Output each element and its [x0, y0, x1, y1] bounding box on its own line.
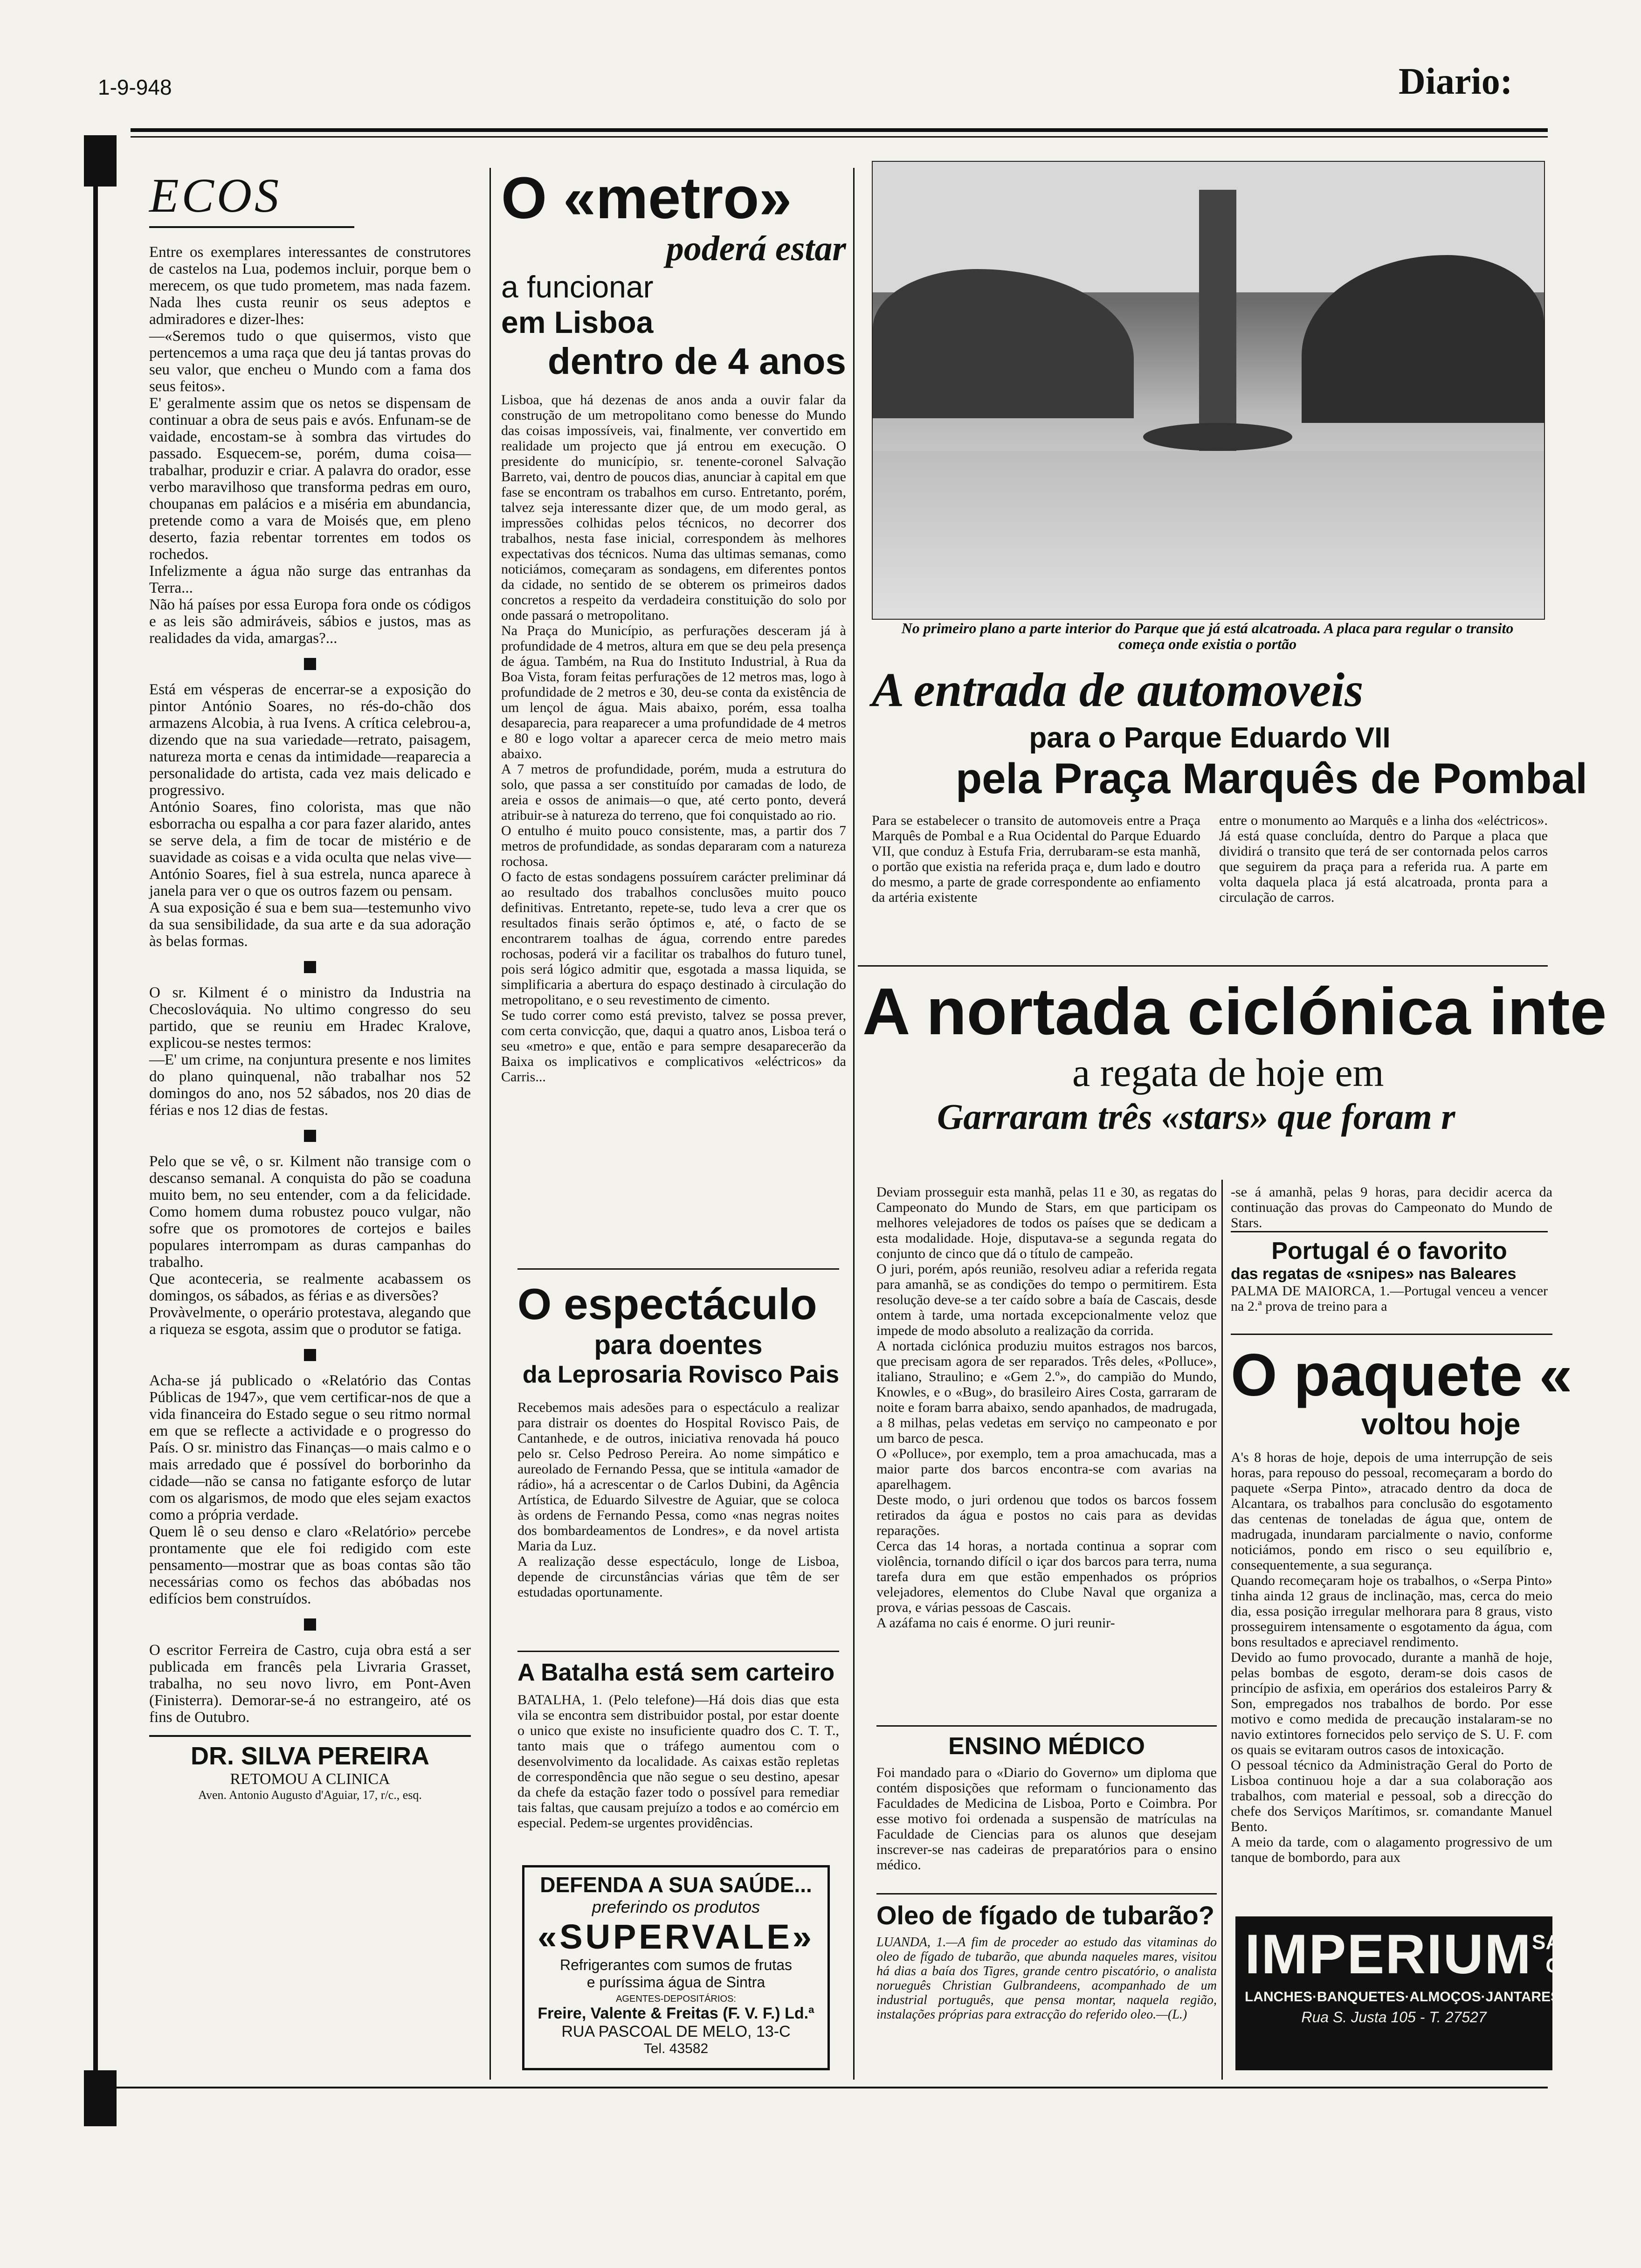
ecos-paragraph-1: Entre os exemplares interessantes de construtores de castelos na Lua, podemos incluir, porque bem o merecem, os que tudo prometem, mas nada fazem. Nada lhes custa reunir os seus adeptos e admiradores e dizer-lhes: —«Seremos tudo o que quisermos, visto que pertencemos a uma raça que deu já tantas provas do seu valor, que encheu o Mundo com a fama dos seus feitos». E' geralmente assim que os netos se dispensam de continuar a obra de seus pais e avós. Enfunam-se de vaidade, encostam-se à sombra das virtudes do passado. Esquecem-se, porém, duma coisa—trabalhar, produzir e criar. A palavra do orador, esse verbo maravilhoso que transforma pedras em ouro, choupanas em palácios e a miséria em abundancia, pretende como a vara de Moisés que, em pleno deserto, fazia rebentar torrentes em todos os rochedos. Infelizmente a água não surge das entranhas da Terra... Não há países por essa Europa fora onde os códigos e as leis são admiráveis, sábios e justos, mas as realidades da vida, amargas?...: [149, 244, 471, 647]
ecos-column: [149, 168, 475, 2061]
ensino-article: [876, 1725, 1220, 1873]
metro-headline-5: dentro de 4 anos: [547, 340, 846, 382]
doctor-ad-line2: Aven. Antonio Augusto d'Aguiar, 17, r/c., esq.: [198, 1788, 422, 1802]
espectaculo-headline-1: O espectáculo: [517, 1279, 817, 1328]
imperium-line: LANCHES·BANQUETES·ALMOÇOS·JANTARES: [1245, 1989, 1560, 2005]
left-marker-top: [84, 135, 117, 187]
supervale-line2: preferindo os produtos: [592, 1897, 760, 1916]
ecos-paragraph-3: O sr. Kilment é o ministro da Industria na Checoslováquia. No ultimo congresso do seu partido, que se reuniu em Hradec Kralove, explicou-se nestes termos: —E' um crime, na conjuntura presente e nos limites do plano quinquenal, não trabalhar nos 52 domingos do ano, nos 52 sábados, nos 20 dias de férias e nos 12 dias de festas.: [149, 984, 471, 1119]
espectaculo-headline-2: para doentes: [594, 1330, 763, 1360]
masthead-title: Diario: [1399, 61, 1500, 102]
paquete-body: A's 8 horas de hoje, depois de uma interrupção de seis horas, para repouso do pessoal, recomeçaram a bordo do paquete «Serpa Pinto», atracado dentro da doca de Alcantara, os trabalhos para conclusão do esgotamento das centenas de toneladas de água que, ontem de madrugada, inundaram parcialmente o navio, conforme noticiámos, pondo em risco o seu equilíbrio e, consequentemente, a sua segurança. Quando recomeçaram hoje os trabalhos, o «Serpa Pinto» tinha ainda 12 graus de inclinação, mas, cerca do meio dia, essa posição irregular melhorara para 8 graus, visto prosseguirem intensamente o esgotamento da água, com bons resultados e apreciavel rendimento. Devido ao fumo provocado, durante a manhã de hoje, pelas bombas de esgoto, deram-se dois casos de princípio de asfixia, em operários dos estaleiros Parry & Son, empregados nos trabalhos de bordo. Por esse motivo e como medida de precaução instalaram-se no navio extintores fornecidos pelo serviço de S. U. F. com os quais se evitaram outros casos de intoxicação. O pessoal técnico da Administração Geral do Porto de Lisboa continuou hoje a dar a sua colaboração aos trabalhos, com material e pessoal, sob a direcção do chefe dos Serviços Marítimos, sr. comandante Manuel Bento. A meio da tarde, com o alagamento progressivo de um tanque de bombordo, para aux: [1231, 1450, 1552, 1865]
batalha-body: BATALHA, 1. (Pelo telefone)—Há dois dias que esta vila se encontra sem distribuidor postal, por estar doente o unico que existe no insuficiente quadro dos C. T. T., tanto mais que o tráfego aumentou com o desenvolvimento da localidade. As caixas estão repletas de correspondência que não segue o seu destino, apesar da chefe da estação fazer todo o possível para remediar tais faltas, que causam prejuízo a todos e ao comércio em especial. Pedem-se urgentes providências.: [517, 1692, 843, 1831]
nortada-col-2: -se á amanhã, pelas 9 horas, para decidir acerca da continuação das provas do Campeonato do Mundo de Stars.: [1231, 1184, 1556, 1231]
ensino-headline: ENSINO MÉDICO: [948, 1733, 1145, 1760]
automoveis-columns: [872, 813, 1551, 905]
nortada-headline-2: a regata de hoje em: [1072, 1050, 1384, 1095]
left-marker-bottom: [84, 2070, 117, 2126]
portugal-headline-2: das regatas de «snipes» nas Baleares: [1231, 1265, 1517, 1283]
supervale-line8: Tel. 43582: [643, 2041, 709, 2056]
ecos-title-rule: [149, 226, 354, 228]
automoveis-headline-2: para o Parque Eduardo VII: [1029, 722, 1391, 754]
imperium-address: Rua S. Justa 105 - T. 27527: [1301, 2009, 1487, 2026]
bottom-rule: [107, 2087, 1548, 2088]
paquete-headline-1: O paquete «: [1231, 1342, 1572, 1409]
batalha-headline: A Batalha está sem carteiro: [517, 1659, 835, 1686]
nortada-headline-1: A nortada ciclónica inte: [862, 975, 1607, 1049]
oleo-headline: Oleo de fígado de tubarão?: [876, 1901, 1214, 1930]
nortada-article: [862, 975, 1607, 1138]
nortada-col-2-wrap: [1231, 1184, 1556, 1231]
section-bullet: [304, 961, 316, 973]
supervale-line5: AGENTES-DEPOSITÁRIOS:: [616, 1994, 736, 2004]
doctor-ad-name: DR. SILVA PEREIRA: [190, 1742, 430, 1770]
monument-icon: [1199, 190, 1236, 451]
espectaculo-headline-3: da Leprosaria Rovisco Pais: [522, 1361, 839, 1388]
imperium-side-2: CHA: [1545, 1954, 1590, 1977]
supervale-line1: DEFENDA A SUA SAÚDE...: [540, 1873, 812, 1897]
metro-headline-2: poderá estar: [666, 229, 846, 268]
photo-pavement: [873, 451, 1544, 619]
metro-headline-3: a funcionar: [501, 270, 654, 304]
ecos-paragraph-4: Pelo que se vê, o sr. Kilment não transige com o descanso semanal. A conquista do pão se coaduna muito bem, no seu entender, com a da felicidade. Como homem duma robustez pouco vulgar, não sofre que os promotores de cortejos e bailes populares interrompam as duras campanhas do trabalho. Que aconteceria, se realmente acabassem os domingos, os sábados, as férias e as diversões? Provàvelmente, o operário protestava, alegando que a riqueza se esgota, assim que o produtor se fatiga.: [149, 1153, 471, 1338]
paquete-headline-2: voltou hoje: [1361, 1407, 1521, 1441]
ecos-paragraph-5: Acha-se já publicado o «Relatório das Contas Públicas de 1947», que vem certificar-nos de que a vida financeira do Estado segue o seu ritmo normal em que se reflecte a actividade e o progresso do País. O sr. ministro das Finanças—o mais calmo e o mais arredado que é possível do borborinho da cidade—não se cansa no fatigante esforço de lutar com os algarismos, de modo que eles sejam exactos como a própria verdade. Quem lê o seu denso e claro «Relatório» percebe prontamente que ele foi redigido com este pensamento—mostrar que as boas contas são tão necessárias como os fechos das abóbadas nos edifícios bem construídos.: [149, 1372, 471, 1607]
section-bullet: [304, 658, 316, 670]
masthead: [1399, 61, 1512, 103]
supervale-line3: Refrigerantes com sumos de frutas: [560, 1957, 792, 1973]
section-bullet: [304, 1349, 316, 1361]
metro-headline-1: O «metro»: [501, 165, 792, 231]
section-bullet: [304, 1618, 316, 1631]
espectaculo-body: Recebemos mais adesões para o espectáculo a realizar para distrair os doentes do Hospital Rovisco Pais, de Cantanhede, e de outros, iniciativa renovada há pouco pelo sr. Celso Pedroso Pereira. Ao nome simpático e aureolado de Fernando Pessa, que se intitula «amador de rádio», há a acrescentar o de Carlos Dubini, da Agência Artística, de Eduardo Silvestre de Aguiar, que se coloca às ordens de Fernando Pessa, como «nas negras noites dos bombardeamentos de Londres», e da novel artista Maria da Luz. A realização desse espectáculo, longe de Lisboa, depende de circunstâncias várias que têm de ser estudadas oportunamente.: [517, 1400, 839, 1600]
column-divider: [853, 168, 855, 2080]
photo-caption: No primeiro plano a parte interior do Parque que já está alcatroada. A placa para regular o transito começa onde existia o portão: [901, 620, 1514, 652]
ensino-body: Foi mandado para o «Diario do Governo» um diploma que contém disposições que reformam o funcionamento das Faculdades de Medicina de Lisboa, Porto e Coimbra. Por esse motivo foi ordenada a suspensão de matrículas na Faculdade de Ciencias para os alunos que desejam inscrever-se nas cadeiras de preparatórios para o ensino médico.: [876, 1765, 1220, 1873]
doctor-ad-line1: RETOMOU A CLINICA: [230, 1770, 390, 1788]
automoveis-col-2: entre o monumento ao Marquês e a linha dos «eléctricos». Já está quase concluída, dentro do Parque a placa que dividirá o transito que terá de ser contornada pelos carros que seguirem da praça para a referida rua. A parte em volta daquela placa já está alcatroada, pronta para a circulação de carros.: [1219, 813, 1551, 905]
imperium-side-1: SALAO: [1532, 1931, 1604, 1954]
imperium-side: [1532, 1931, 1604, 1978]
imperium-ad: [1235, 1916, 1604, 2070]
section-bullet: [304, 1130, 316, 1142]
top-rule-thin: [131, 136, 1548, 138]
supervale-ad: [522, 1865, 830, 2070]
automoveis-headline-1: A entrada de automoveis: [872, 663, 1364, 717]
portugal-headline-1: Portugal é o favorito: [1271, 1238, 1507, 1265]
column-divider: [1221, 1180, 1223, 2080]
automoveis-headline-3: pela Praça Marquês de Pombal: [956, 755, 1587, 802]
portugal-body: PALMA DE MAIORCA, 1.—Portugal venceu a vencer na 2.ª prova de treino para a: [1231, 1283, 1551, 1314]
parque-photo: [872, 161, 1545, 620]
date-line: 1-9-948: [98, 75, 172, 99]
ecos-paragraph-2: Está em vésperas de encerrar-se a exposição do pintor António Soares, no rés-do-chão dos armazens Alcobia, à rua Ivens. A crítica celebrou-a, dizendo que na sua variedade—retrato, paisagem, natureza morta e cenas da intimidade—reaparecia a personalidade do artista, cada vez mais delicado e progressivo. António Soares, fino colorista, mas que não esborracha ou espalha a cor para fazer alarido, antes se serve dela, a fim de tocar de mistério e de suavidade as coisas e a vida oculta que nelas vive—António Soares, fiel à sua estrela, nunca aparece à janela para ver o que os outros fazem ou pensam. A sua exposição é sua e bem sua—testemunho vivo da sua sensibilidade, da sua arte e da sua adoração às belas formas.: [149, 681, 471, 950]
imperium-top-row: [1245, 1923, 1604, 1985]
nortada-col-1-wrap: [876, 1184, 1217, 1631]
nortada-headline-3: Garraram três «stars» que foram r: [937, 1096, 1455, 1137]
oleo-body: LUANDA, 1.—A fim de proceder ao estudo das vitaminas do oleo de fígado de tubarão, que abunda naqueles mares, visitou há dias a baía dos Tigres, grande centro piscatório, o analista norueguês Christian Gulbrandeens, acompanhado de um industrial português, que pensa montar, naquela região, instalações próprias para extracção do referido oleo.—(L.): [876, 1935, 1220, 2022]
automoveis-col-1: Para se estabelecer o transito de automoveis entre a Praça Marquês de Pombal e a Rua Ocidental do Parque Eduardo VII, que conduz à Estufa Fria, derrubaram-se esta manhã, o portão que existia na referida praça e, dum lado e doutro do mesmo, a parte de grade correspondente ao enfiamento da artéria existente: [872, 813, 1204, 905]
portugal-article: [1231, 1231, 1551, 1314]
paquete-article: [1231, 1334, 1572, 1865]
imperium-brand: IMPERIUM: [1245, 1923, 1532, 1985]
supervale-line4: e puríssima água de Sintra: [586, 1974, 765, 1991]
section-rule: [858, 965, 1548, 967]
left-border-rule: [93, 182, 98, 2084]
metro-article: [501, 165, 846, 1085]
espectaculo-article: [517, 1268, 839, 1600]
monument-base: [1143, 423, 1292, 451]
oleo-article: [876, 1893, 1220, 2022]
automoveis-article: [872, 662, 1587, 905]
supervale-line6: Freire, Valente & Freitas (F. V. F.) Ld.ª: [538, 2005, 814, 2022]
top-rule: [131, 128, 1548, 132]
supervale-line7: RUA PASCOAL DE MELO, 13-C: [561, 2023, 791, 2040]
masthead-suffix: :: [1500, 61, 1513, 102]
column-divider: [490, 168, 491, 2080]
metro-headline-4: em Lisboa: [501, 305, 654, 339]
metro-body: Lisboa, que há dezenas de anos anda a ouvir falar da construção de um metropolitano como benesse do Mundo das coisas impossíveis, vai, finalmente, ver convertido em realidade um projecto que já entrou em execução. O presidente do município, sr. tenente-coronel Salvação Barreto, vai, dentro de poucos dias, anunciar à capital em que fase se encontram os trabalhos em curso. Entretanto, porém, talvez seja interessante dizer que, de um modo geral, as impressões colhidas pelos técnicos, no decorrer dos trabalhos, nesta fase inicial, correspondem às melhores expectativas dos técnicos. Numa das ultimas semanas, como noticiámos, começaram as sondagens, em diferentes pontos da cidade, no sentido de se obterem os primeiros dados concretos a respeito da verdadeira constituição do solo por onde passará o metropolitano. Na Praça do Município, as perfurações desceram já à profundidade de 4 metros, altura em que se deu pela presença de água. Também, na Rua do Instituto Industrial, à Rua da Boa Vista, foram feitas perfurações de 12 metros mas, logo à profundidade de 2 metros e 30, deu-se conta da existência de um lençol de água. Mais abaixo, porém, essa toalha desaparecia, para reaparecer a uma profundidade de 4 metros e 80 e logo voltar a aparecer cerca de meio metro mais abaixo. A 7 metros de profundidade, porém, muda a estrutura do solo, que passa a ser constituído por camadas de lodo, de areia e ossos de animais—o que, até certo ponto, deverá atribuir-se à natureza do terreno, que foi conquistado ao rio. O entulho é muito pouco consistente, mas, a partir dos 7 metros de profundidade, as sondas depararam com a natureza rochosa. O facto de estas sondagens possuírem carácter preliminar dá ao resultado dos trabalhos conclusões muito pouco definitivas. Entretanto, repete-se, tudo leva a crer que os resultados finais serão óptimos e, até, o facto de se encontrarem toalhas de água, correndo entre paredes rochosas, poderá vir a facilitar os trabalhos do futuro tunel, pois será lógico admitir que, esgotada a massa liquida, se simplificaria a abertura do espaço destinado à circulação do metropolitano, e o seu revestimento de cimento. Se tudo correr como está previsto, talvez se possa prever, com certa convicção, que, daqui a quatro anos, Lisboa terá o seu «metro» e que, então e para sempre desaparecerão da Baixa os implicativos e complicativos «eléctricos» da Carris...: [501, 392, 846, 1085]
doctor-ad: [149, 1735, 471, 1802]
ecos-title: ECOS: [149, 169, 282, 222]
supervale-brand: «SUPERVALE»: [538, 1917, 814, 1956]
nortada-col-1: Deviam prosseguir esta manhã, pelas 11 e 30, as regatas do Campeonato do Mundo de Stars, em que participam os melhores velejadores de todos os países que se dedicam a esta modalidade. Hoje, disputava-se a segunda regata do conjunto de cinco que dá o título de campeão. O juri, porém, após reunião, resolveu adiar a referida regata para amanhã, se as condições do tempo o permitirem. Esta resolução deve-se a ter caído sobre a baía de Cascais, desde ontem à tarde, uma nortada excepcionalmente veloz que impede de modo absoluto a realização da corrida. A nortada ciclónica produziu muitos estragos nos barcos, que precisam agora de ser reparados. Três deles, «Polluce», italiano, Straulino; e «Gem 2.º», do campião do Mundo, Knowles, e o «Bug», do brasileiro Aires Costa, garraram de noite e foram barra abaixo, sendo apanhados, de madrugada, a 8 milhas, pelas vedetas em serviço no campeonato e por um barco de pesca. O «Polluce», por exemplo, tem a proa amachucada, mas a maior parte dos barcos encontra-se com avarias na aparelhagem. Deste modo, o juri ordenou que todos os barcos fossem retirados da água e postos no cais para as devidas reparações. Cerca das 14 horas, a nortada continua a soprar com violência, tornando difícil o içar dos barcos para terra, numa tarefa dura em que estão empenhados os próprios velejadores, elementos do Clube Naval que organiza a prova, e várias pessoas de Cascais. A azáfama no cais é enorme. O juri reunir-: [876, 1184, 1217, 1631]
batalha-article: [517, 1651, 843, 1831]
ecos-paragraph-6: O escritor Ferreira de Castro, cuja obra está a ser publicada em francês pela Livraria Grasset, trabalha, no seu novo livro, em Pont-Aven (Finisterra). Demorar-se-á no estrangeiro, até os fins de Outubro.: [149, 1642, 475, 1726]
